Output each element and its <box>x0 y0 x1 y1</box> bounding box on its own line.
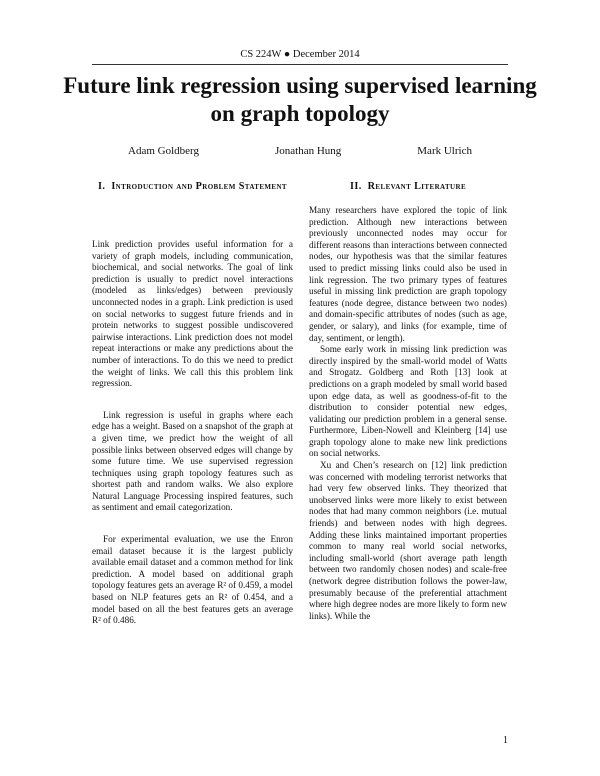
section-heading-introduction <box>92 180 293 193</box>
author-list <box>90 145 510 157</box>
section-number: II. <box>349 181 362 192</box>
right-column <box>309 180 507 622</box>
section-number: I. <box>98 181 106 192</box>
header-rule <box>92 64 508 65</box>
paragraph: Link regression is useful in graphs where each edge has a weight. Based on a snapshot of the graph at a given time, we predict how the weight of all possible links between observed edges will change by some future time. We use supervised regression techniques using graph topology features such as shortest path and random walks. We also explore Natural Language Processing inspired features, such as sentiment and email categorization. <box>92 409 293 513</box>
author-name: Jonathan Hung <box>274 145 342 157</box>
author-name: Adam Goldberg <box>128 145 199 157</box>
section-heading-relevant-literature <box>309 180 507 193</box>
section-title: Introduction and Problem Statement <box>111 181 287 192</box>
author-name: Mark Ulrich <box>417 145 472 157</box>
page-number: 1 <box>503 735 508 746</box>
paragraph: Some early work in missing link prediction was directly inspired by the small-world model of Watts and Strogatz. Goldberg and Roth [13] look at predictions on a graph modeled by small world based upon edge data, as well as goodness-of-fit to the distribution to consider potential new edges, validating our prediction problem in a general sense. Furthermore, Liben-Nowell and Kleinberg [14] use graph topology alone to make new link predictions on social networks. <box>309 344 507 459</box>
paragraph: Many researchers have explored the topic of link prediction. Although new interactions between previously unconnected nodes may occur for different reasons than interactions between connected nodes, our hypothesis was that the similar features used to predict missing links could also be used in link regression. The two primary types of features useful in missing link prediction are graph topology features (node degree, distance between two nodes) and domain-specific attributes of nodes (such as age, gender, or salary), and links (for example, time of day, sentiment, or length). <box>309 205 507 343</box>
running-header: CS 224W ● December 2014 <box>240 49 360 60</box>
paragraph: Xu and Chen’s research on [12] link prediction was concerned with modeling terrorist networks that had very few observed links. They theorized that unobserved links were more likely to exist between nodes that had many common neighbors (i.e. mutual friends) and between nodes with high degrees. Adding these links maintained important properties common to many real world social networks, including small-world (short average path length between two randomly chosen nodes) and scale-free (network degree distribution follows the power-law, presumably because of the preferential attachment where high degree nodes are more likely to form new links). While the <box>309 460 507 621</box>
section-title: Relevant Literature <box>367 181 467 192</box>
paper-title: Future link regression using supervised learning on graph topology <box>63 73 537 126</box>
paragraph: Link prediction provides useful information for a variety of graph models, including communication, biochemical, and social networks. The goal of link prediction is usually to predict novel interactions (modeled as links/edges) between previously unconnected nodes in a graph. Link prediction is used on social networks to suggest future friends and in protein networks to suggest possible undiscovered pairwise interactions. Link prediction does not model repeat interactions or make any predictions about the number of interactions. To do this we need to predict the weight of links. We call this this problem link regression. <box>92 239 293 389</box>
left-column <box>92 180 293 627</box>
paragraph: For experimental evaluation, we use the Enron email dataset because it is the largest publicly available email dataset and a common method for link prediction. A model based on additional graph topology features gets an average R² of 0.459, a model based on NLP features gets an R² of 0.454, and a model based on all the best features gets an average R² of 0.486. <box>92 534 293 626</box>
